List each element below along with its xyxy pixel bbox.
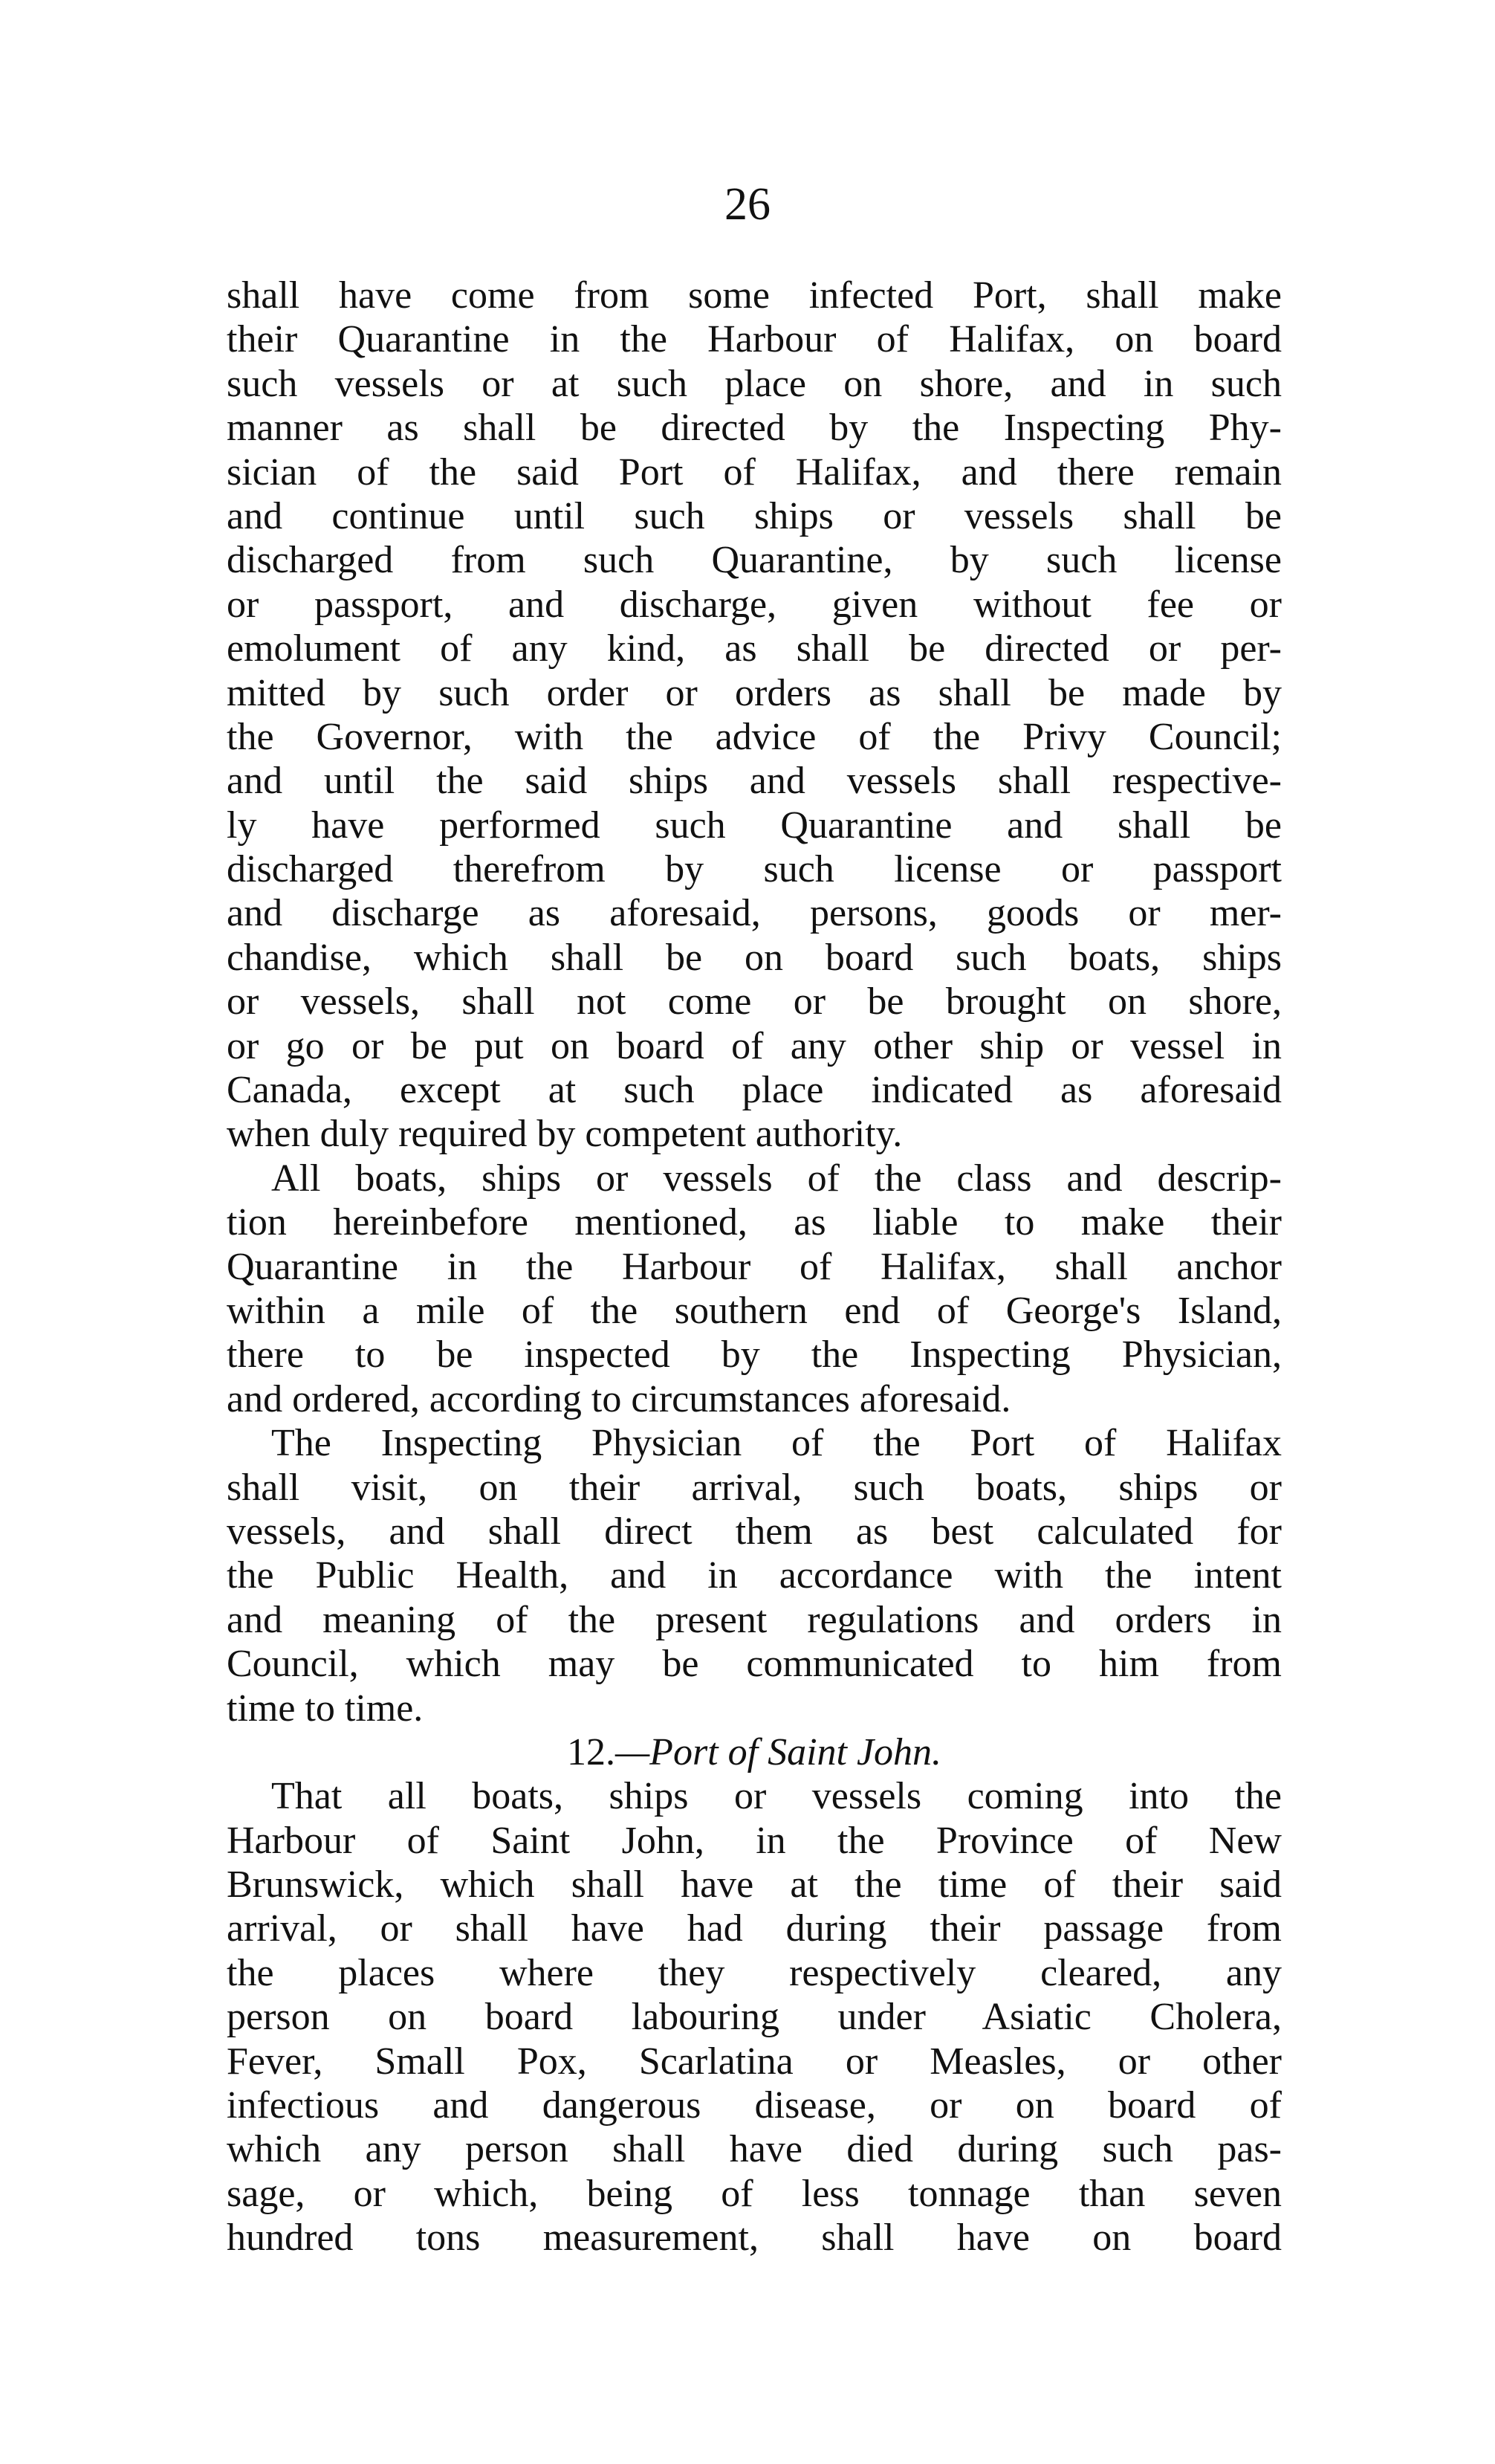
text-line: the Public Health, and in accordance with the intent <box>227 1554 1282 1597</box>
text-line: Fever, Small Pox, Scarlatina or Measles, or other <box>227 2040 1282 2083</box>
text-line: and ordered, according to circumstances aforesaid. <box>227 1377 1011 1420</box>
text-line: and until the said ships and vessels shall respective- <box>227 760 1282 803</box>
text-line: mitted by such order or orders as shall be made by <box>227 671 1282 714</box>
text-line: sician of the said Port of Halifax, and there remain <box>227 450 1282 494</box>
text-line: Canada, except at such place indicated as aforesaid <box>227 1069 1282 1112</box>
text-line: hundred tons measurement, shall have on board <box>227 2216 1282 2260</box>
text-line: time to time. <box>227 1687 424 1730</box>
paragraph-inspecting-physician <box>227 1421 1282 1730</box>
section-heading <box>227 1730 1282 1774</box>
text-line: discharged therefrom by such license or passport <box>227 848 1282 891</box>
text-line: the Governor, with the advice of the Privy Council; <box>227 715 1282 758</box>
text-line: shall visit, on their arrival, such boats, ships or <box>227 1466 1282 1509</box>
text-line: Council, which may be communicated to him from <box>227 1643 1282 1686</box>
text-line: person on board labouring under Asiatic Cholera, <box>227 1996 1282 2039</box>
text-line: within a mile of the southern end of George's Island, <box>227 1289 1282 1332</box>
text-line: emolument of any kind, as shall be directed or per- <box>227 627 1282 670</box>
text-line: That all boats, ships or vessels coming into the <box>271 1775 1282 1818</box>
text-line: and continue until such ships or vessels shall be <box>227 494 1282 537</box>
text-line: such vessels or at such place on shore, and in such <box>227 362 1282 405</box>
text-line: Brunswick, which shall have at the time of their said <box>227 1863 1282 1907</box>
text-line: when duly required by competent authority. <box>227 1113 903 1156</box>
paragraph-quarantine-halifax <box>227 274 1282 1157</box>
text-line: or go or be put on board of any other ship or vessel in <box>227 1024 1282 1067</box>
text-line: discharged from such Quarantine, by such license <box>227 539 1282 582</box>
text-line: Quarantine in the Harbour of Halifax, shall anchor <box>227 1245 1282 1288</box>
body-text <box>227 274 1282 2260</box>
page-number: 26 <box>724 179 771 230</box>
text-line: their Quarantine in the Harbour of Halifax, on board <box>227 318 1282 361</box>
text-line: there to be inspected by the Inspecting Physician, <box>227 1333 1282 1377</box>
text-line: the places where they respectively cleared, any <box>227 1951 1282 1994</box>
text-line: vessels, and shall direct them as best calculated for <box>227 1510 1282 1553</box>
text-line: which any person shall have died during such pas- <box>227 2128 1282 2171</box>
paragraph-saint-john <box>227 1774 1282 2260</box>
text-line: and discharge as aforesaid, persons, goods or mer- <box>227 892 1282 935</box>
text-line: arrival, or shall have had during their passage from <box>227 1907 1282 1950</box>
section-number: 12. <box>566 1730 615 1773</box>
text-line: or passport, and discharge, given without fee or <box>227 583 1282 626</box>
text-line: The Inspecting Physician of the Port of Halifax <box>271 1422 1282 1465</box>
text-line: All boats, ships or vessels of the class and descrip- <box>271 1157 1282 1200</box>
text-line: Harbour of Saint John, in the Province of New <box>227 1819 1282 1862</box>
text-line: ly have performed such Quarantine and shall be <box>227 803 1282 847</box>
text-line: tion hereinbefore mentioned, as liable to make their <box>227 1201 1282 1244</box>
text-line: and meaning of the present regulations and orders in <box>227 1598 1282 1641</box>
text-line: or vessels, shall not come or be brought on shore, <box>227 980 1282 1024</box>
text-line: infectious and dangerous disease, or on board of <box>227 2084 1282 2127</box>
text-line: shall have come from some infected Port, shall make <box>227 274 1282 317</box>
text-line: chandise, which shall be on board such boats, ships <box>227 936 1282 979</box>
section-title: —Port of Saint John. <box>614 1730 942 1773</box>
text-line: manner as shall be directed by the Inspecting Phy- <box>227 407 1282 450</box>
text-line: sage, or which, being of less tonnage than seven <box>227 2172 1282 2215</box>
paragraph-anchorage <box>227 1157 1282 1421</box>
